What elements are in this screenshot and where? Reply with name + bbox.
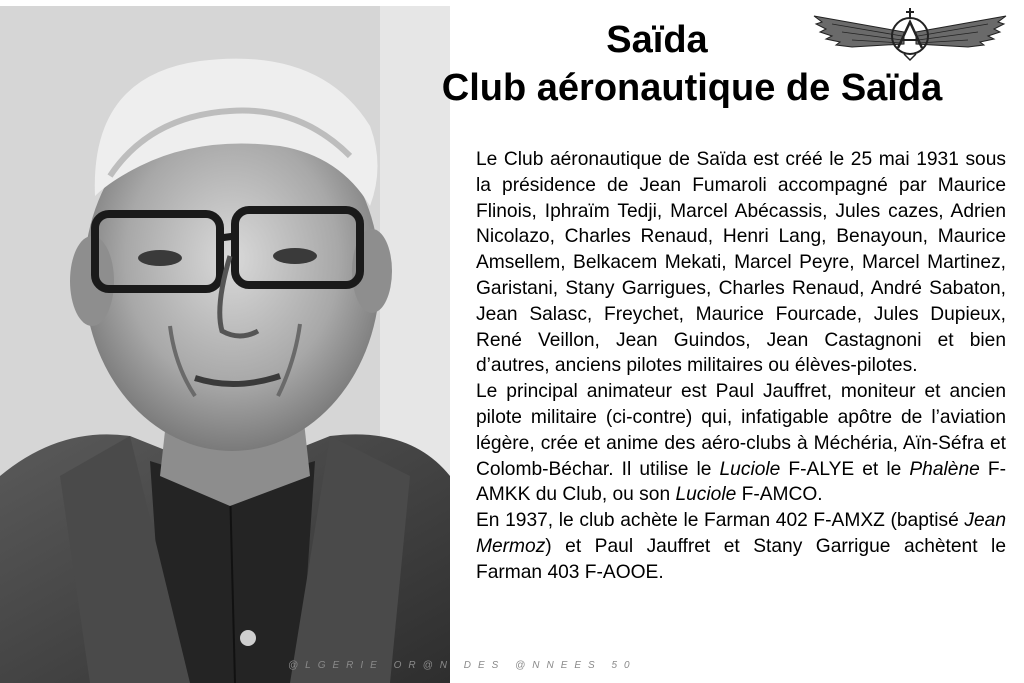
text-span: En 1937, le club achète le Farman 402 F-AMXZ (baptisé <box>476 510 965 532</box>
paragraph-1937 <box>476 508 1006 585</box>
aircraft-name: Luciole <box>719 458 781 480</box>
paragraph-history: Le Club aéronautique de Saïda est créé le 25 mai 1931 sous la présidence de Jean Fumaroli accompagné par Maurice Flinois, Iphraïm Tedji, Marcel Abécassis, Jules cazes, Adrien Nicolazo, Charles Renaud, Henri Lang, Benayoun, Maurice Amsellem, Belkacem Mekati, Marcel Peyre, Marcel Martinez, Garistani, Stany Garrigues, Charles Renaud, André Sabaton, Jean Salasc, Freychet, Maurice Fourcade, Jules Dupieux, René Veillon, Jean Guindos, Jean Castagnoni et bien d’autres, anciens pilotes militaires ou élèves-pilotes. <box>476 149 1006 377</box>
text-span: F-AMCO. <box>736 484 823 506</box>
article-text <box>476 147 1006 586</box>
text-span: ) et Paul Jauffret et Stany Garrigue achètent le Farman 403 F-AOOE. <box>476 535 1006 583</box>
portrait-illustration <box>0 6 450 683</box>
title-city: Saïda <box>606 19 708 61</box>
aircraft-name: Jean Mermoz <box>476 510 1006 557</box>
aircraft-name: Luciole <box>675 484 737 506</box>
title-club: Club aéronautique de Saïda <box>441 67 943 109</box>
portrait-photo <box>0 6 450 683</box>
winged-emblem-icon <box>812 2 1008 64</box>
text-span: Le principal animateur est Paul Jauffret, moniteur et ancien pilote militaire (ci-contre) qui, infatigable apôtre de l’aviation légère, crée et anime des aéro-clubs à Méchéria, Aïn-Séfra et Colomb-Béchar. Il utilise le <box>476 381 1006 480</box>
text-span: F-ALYE et le <box>780 458 910 480</box>
text-span: F-AMKK du Club, ou son <box>476 458 1006 506</box>
watermark: @LGERIE OR@N DES @NNEES 50 <box>288 660 637 671</box>
paragraph-jauffret <box>476 379 1006 508</box>
aircraft-name: Phalène <box>909 458 980 480</box>
